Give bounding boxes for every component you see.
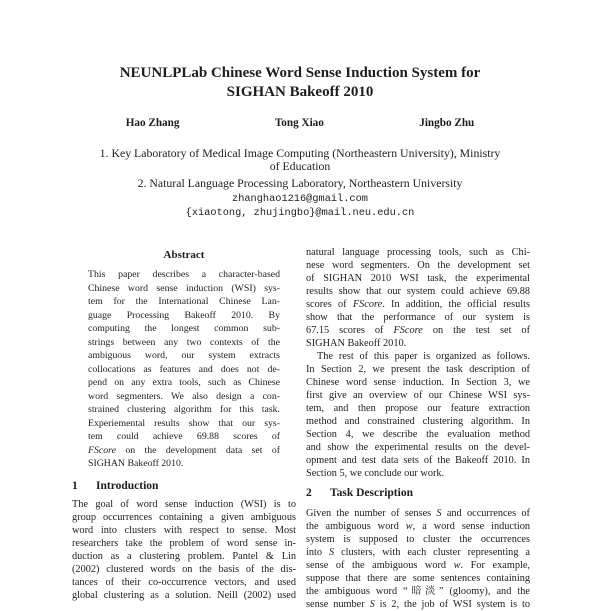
- text-line: tem could achieve 69.88 scores of: [88, 431, 280, 442]
- text-line: sense number S is 2, the job of WSI system is to: [306, 598, 530, 610]
- text-line: tances of their co-occurrence vectors, and used: [72, 577, 296, 588]
- text-line: pend on any extra tools, such as Chinese: [88, 377, 280, 388]
- text-line: and show the experimental results on the devel-: [306, 442, 530, 453]
- text-line: Given the number of senses S and occurrences of: [306, 507, 530, 519]
- text-line: Chinese word sense induction. In Section 3, we: [306, 377, 530, 388]
- text-line: system is supposed to cluster the occurrences: [306, 533, 530, 545]
- text-line: In Section 2, we present the task description of: [306, 364, 530, 375]
- text-line: natural language processing tools, such as Chi-: [306, 247, 530, 258]
- section-2-heading: [306, 487, 530, 501]
- text-line: the ambiguous word w, a word sense induction: [306, 520, 530, 532]
- text-line: Section 4, we describe the evaluation method: [306, 429, 530, 440]
- affiliations: [0, 147, 600, 190]
- text-line: suppose that there are some sentences containing: [306, 572, 530, 584]
- text-line: sense of the ambiguous word w. For example,: [306, 559, 530, 571]
- section-2-title: Task Description: [330, 487, 413, 499]
- text-line: duction as a clustering problem. Pantel & Lin: [72, 551, 296, 562]
- author-name: Tong Xiao: [274, 117, 324, 129]
- body-paragraph: [306, 507, 530, 611]
- section-1-title: Introduction: [96, 479, 159, 492]
- text-line: (2002) clustered words on the basis of the dis-: [72, 564, 296, 575]
- text-line: tem for the International Chinese Lan-: [88, 296, 280, 307]
- paper-title-line2: SIGHAN Bakeoff 2010: [226, 83, 374, 100]
- abstract-heading: Abstract: [163, 249, 205, 261]
- text-line: of Education: [269, 159, 331, 173]
- text-line: scores of FScore. In addition, the official results: [306, 299, 530, 310]
- text-line: strained clustering algorithm for this task.: [88, 404, 280, 415]
- text-line: group occurrences containing a given ambiguous: [72, 512, 296, 523]
- section-2-number: 2: [306, 487, 312, 499]
- paper-title: [0, 64, 600, 101]
- text-line: nese word segmenters. On the development set: [306, 260, 530, 271]
- author-emails: [0, 193, 600, 220]
- text-line: 1. Key Laboratory of Medical Image Computing (Northeastern University), Ministry: [99, 146, 501, 160]
- text-line: SIGHAN Bakeoff 2010.: [88, 458, 184, 469]
- text-line: Experiemental results show that our sys-: [88, 417, 280, 429]
- text-line: collocations as features and does not de-: [88, 363, 280, 375]
- text-line: guage Processing Bakeoff 2010. By: [88, 309, 280, 321]
- text-line: into S clusters, with each cluster representing a: [306, 546, 531, 558]
- text-line: strings between any two contexts of the: [88, 336, 280, 348]
- text-line: results show that our system could achieve 69.88: [306, 286, 530, 297]
- author-name: Jingbo Zhu: [419, 117, 475, 129]
- text-line: Chinese word sense induction (WSI) sys-: [88, 282, 280, 294]
- text-line: of SIGHAN 2010 WSI task, the experimental: [306, 273, 530, 284]
- text-line: zhanghao1216@gmail.com: [232, 193, 368, 205]
- text-line: researchers take the problem of word sense in-: [72, 538, 296, 549]
- author-name: Hao Zhang: [125, 117, 180, 129]
- text-line: 2. Natural Language Processing Laboratory, Northeastern University: [137, 176, 463, 190]
- left-column: [72, 245, 296, 602]
- text-line: opment and test data sets of the Bakeoff 2010. In: [306, 455, 530, 466]
- section-1-heading: [72, 480, 296, 494]
- text-line: word into clusters with respect to sense. Most: [72, 525, 296, 536]
- text-line: SIGHAN Bakeoff 2010.: [306, 338, 407, 349]
- text-line: FScore on the development data set of: [88, 444, 280, 456]
- right-column: [306, 246, 530, 611]
- text-line: global clustering as a solution. Neill (2002) used: [72, 590, 296, 601]
- text-line: first give an overview of our Chinese WSI sys-: [306, 390, 530, 401]
- text-line: The rest of this paper is organized as follows.: [317, 351, 530, 362]
- section-1-number: 1: [72, 479, 78, 492]
- text-line: word segmenters. We also design a con-: [88, 390, 280, 402]
- text-line: the ambiguous word “暗淡” (gloomy), and the: [306, 585, 530, 597]
- text-line: Section 5, we conclude our work.: [306, 468, 445, 479]
- text-line: tem, and then propose our feature extraction: [306, 403, 530, 414]
- abstract-paragraph: [88, 268, 280, 471]
- text-line: The goal of word sense induction (WSI) is to: [72, 499, 296, 510]
- text-line: ambiguous word, our system extracts: [88, 350, 280, 361]
- text-line: 67.15 scores of FScore on the test set of: [306, 325, 530, 336]
- text-line: computing the longest common sub-: [88, 323, 280, 334]
- body-paragraph: [306, 350, 530, 480]
- body-paragraph: [306, 246, 530, 350]
- text-line: This paper describes a character-based: [88, 269, 280, 280]
- text-line: method and constrained clustering algorithm. In: [306, 416, 530, 427]
- text-line: show that the performance of our system is: [306, 312, 530, 323]
- text-line: {xiaotong, zhujingbo}@mail.neu.edu.cn: [185, 206, 415, 219]
- paper-title-line1: NEUNLPLab Chinese Word Sense Induction System for: [119, 65, 481, 81]
- introduction-paragraph: [72, 498, 296, 602]
- author-row: [78, 117, 522, 129]
